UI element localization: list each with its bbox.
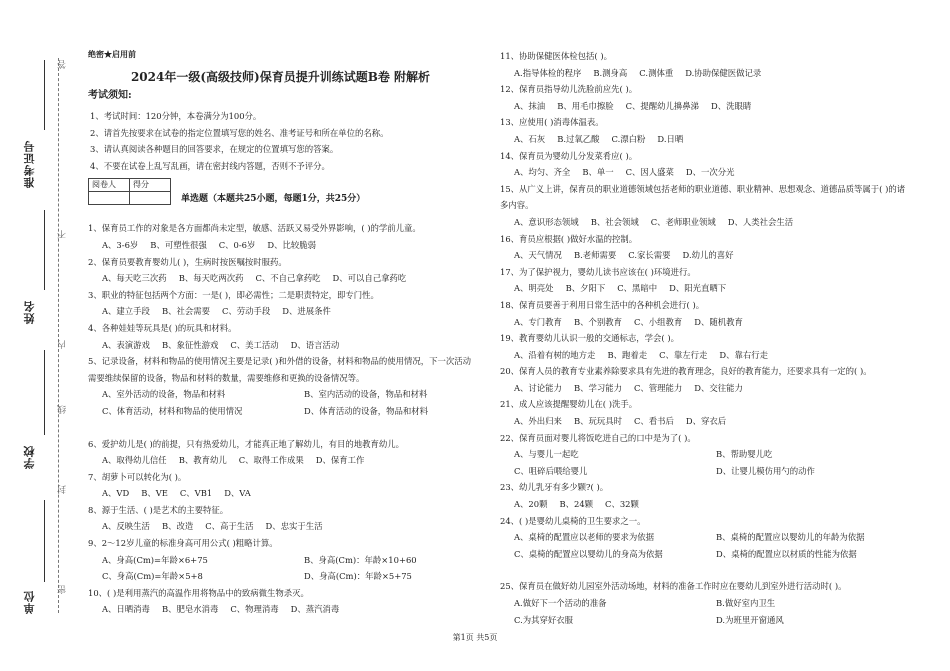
reviewer-blank[interactable] — [89, 192, 130, 205]
option-row — [514, 65, 910, 82]
answer-option[interactable]: A、20颗 — [514, 499, 548, 510]
spacer — [88, 420, 473, 436]
option-row — [514, 314, 910, 331]
answer-option[interactable]: D、让婴儿模仿用勺的动作 — [716, 465, 815, 476]
answer-option[interactable]: D.日晒 — [657, 133, 684, 144]
answer-option[interactable]: B.过氧乙酸 — [557, 133, 600, 144]
option-row — [514, 612, 910, 629]
answer-option[interactable]: C.为其穿好衣服 — [514, 614, 574, 625]
answer-option[interactable]: C、靠左行走 — [659, 349, 708, 360]
option-row — [514, 496, 910, 513]
answer-option[interactable]: A、专门教育 — [514, 316, 562, 327]
question-text: 1、保育员工作的对象是各方面都尚未定型，敏感、活跃又易受外界影响，( )的学前儿童。 — [88, 223, 421, 234]
question-text: 3、职业的特征包括两个方面：一是( )，即必需性；二是职责特定，即专门性。 — [88, 289, 379, 300]
answer-option[interactable]: B、VE — [141, 488, 168, 499]
answer-option[interactable]: D、靠右行走 — [719, 349, 768, 360]
answer-option[interactable]: C、不自己拿药吃 — [255, 273, 321, 284]
question-text: 25、保育员在做好幼儿园室外活动场地，材料的准备工作时应在婴幼儿到室外进行活动时( )。 — [500, 581, 847, 592]
section-title: 单选题（本题共25小题，每题1分，共25分） — [181, 194, 366, 205]
page-footer: 第1页 共5页 — [452, 633, 498, 642]
answer-option[interactable]: D、交往能力 — [694, 382, 743, 393]
question-text: 13、应使用( )消毒体温表。 — [500, 117, 604, 128]
question-text: 9、2～12岁儿童的标准身高可用公式( )粗略计算。 — [88, 538, 278, 549]
answer-option[interactable]: C、老师职业领域 — [650, 216, 716, 227]
option-row — [102, 337, 473, 354]
answer-option[interactable]: C、看书后 — [633, 416, 674, 427]
option-row — [514, 214, 910, 231]
answer-option[interactable]: D.为班里开窗通风 — [716, 614, 784, 625]
exam-title: 2024年一级(高级技师)保育员提升训练试题B卷 附解析 — [130, 70, 431, 84]
answer-option[interactable]: B、单一 — [582, 167, 614, 178]
answer-option[interactable]: B、24颗 — [559, 499, 594, 510]
question-text: 4、各种娃娃等玩具是( )的玩具和材料。 — [88, 322, 237, 333]
answer-option[interactable]: A、讨论能力 — [514, 382, 562, 393]
answer-option[interactable]: D、穿衣后 — [685, 416, 727, 427]
answer-option[interactable]: C、体育活动，材料和物品的使用情况 — [102, 405, 243, 416]
answer-option[interactable]: D、一次分光 — [685, 167, 735, 178]
answer-option[interactable]: C、0-6岁 — [218, 239, 256, 250]
answer-option[interactable]: D、人类社会生活 — [727, 216, 794, 227]
unit-label: 单位 — [23, 590, 36, 614]
option-row — [102, 452, 473, 469]
answer-option[interactable]: B、跑着走 — [607, 349, 648, 360]
option-row — [102, 386, 473, 403]
answer-option[interactable]: A、意识形态领域 — [514, 216, 579, 227]
answer-option[interactable]: A、桌椅的配置应以老师的要求为依据 — [514, 532, 655, 543]
answer-option[interactable]: B、个别教育 — [573, 316, 622, 327]
right-column — [500, 48, 910, 628]
answer-option[interactable]: D、可以自己拿药吃 — [332, 273, 407, 284]
name-label: 姓名 — [23, 300, 36, 324]
option-row — [514, 446, 910, 463]
question-list — [88, 220, 473, 618]
option-row — [514, 164, 910, 181]
answer-option[interactable]: B、可塑性很强 — [150, 239, 207, 250]
answer-option[interactable]: B、每天吃两次药 — [178, 273, 244, 284]
answer-option[interactable]: C、提醒幼儿擤鼻涕 — [625, 100, 700, 111]
seal-char: 答 — [58, 60, 68, 69]
answer-option[interactable]: B、社会领域 — [590, 216, 639, 227]
score-cell: 得分 — [130, 179, 171, 192]
answer-option[interactable]: C、物理消毒 — [230, 604, 279, 615]
question-text: 8、源于生活、( )是艺术的主要特征。 — [88, 504, 229, 515]
answer-option[interactable]: B、身高(Cm)：年龄×10+60 — [304, 554, 417, 565]
answer-option[interactable]: B.做好室内卫生 — [716, 598, 776, 608]
answer-option[interactable]: B、桌椅的配置应以婴幼儿的年龄为依据 — [716, 532, 865, 543]
question-text: 17、为了保护视力，婴幼儿读书应该在( )环境进行。 — [500, 266, 696, 277]
answer-option[interactable]: D、身高(Cm)：年龄×5+75 — [304, 571, 412, 582]
answer-option[interactable]: C.测体重 — [639, 67, 674, 78]
answer-option[interactable]: A、沿着有树的地方走 — [514, 349, 596, 360]
option-row — [102, 403, 473, 420]
answer-option[interactable]: D、阳光直晒下 — [669, 283, 727, 294]
unit-blank — [44, 500, 45, 582]
option-row — [102, 303, 473, 320]
option-row — [514, 131, 910, 148]
exam-number-blank — [44, 60, 45, 130]
answer-option[interactable]: A、石灰 — [514, 133, 546, 144]
question-text: 23、幼儿乳牙有多少颗?( )。 — [500, 482, 609, 493]
answer-option[interactable]: A、明亮处 — [514, 283, 554, 294]
answer-option[interactable]: A、VD — [102, 488, 130, 499]
option-row — [514, 529, 910, 546]
answer-option[interactable]: D、体育活动的设备，物品和材料 — [304, 405, 428, 416]
answer-option[interactable]: C、因人盛菜 — [625, 167, 674, 178]
answer-option[interactable]: B、改造 — [161, 521, 194, 532]
answer-option[interactable]: C、VB1 — [179, 488, 213, 499]
score-blank[interactable] — [130, 192, 171, 205]
reviewer-cell: 阅卷人 — [89, 179, 130, 192]
question-text: 14、保育员为婴幼儿分发菜肴应( )。 — [500, 150, 638, 161]
answer-option[interactable]: B、夕阳下 — [565, 283, 606, 294]
answer-option[interactable]: D、随机教育 — [694, 316, 743, 327]
answer-option[interactable]: B、学习能力 — [573, 382, 622, 393]
seal-char: 封 — [58, 485, 68, 494]
answer-option[interactable]: A、室外活动的设备，物品和材料 — [102, 389, 226, 400]
question-text: 16、育员应根据( )做好水温的控制。 — [500, 233, 638, 244]
answer-option[interactable]: C、身高(Cm)=年龄×5+8 — [102, 571, 203, 582]
answer-option[interactable]: A、身高(Cm)=年龄×6+75 — [102, 554, 208, 565]
question-text: 19、教育婴幼儿认识一般的交通标志，学会( )。 — [500, 333, 679, 344]
answer-option[interactable]: D.协助保健医做记录 — [685, 67, 762, 78]
answer-option[interactable]: C、劳动手段 — [221, 306, 271, 317]
option-row — [102, 552, 473, 569]
option-row — [514, 546, 910, 563]
question-list — [500, 48, 910, 628]
answer-option[interactable]: C、桌椅的配置应以婴幼儿的身高为依据 — [514, 548, 663, 559]
answer-option[interactable]: D、忠实于生活 — [265, 521, 323, 532]
left-column — [88, 48, 473, 618]
answer-option[interactable]: D、比较脆弱 — [267, 239, 316, 250]
option-row — [514, 247, 910, 264]
question-text: 24、( )是婴幼儿桌椅的卫生要求之一。 — [500, 515, 646, 526]
answer-option[interactable]: C.漂白粉 — [611, 133, 646, 144]
answer-option[interactable]: D、保育工作 — [315, 455, 365, 466]
question-text: 15、从广义上讲，保育员的职业道德领域包括老师的职业道德、职业精神、思想观念、道德品质等属于( )的诸多内容。 — [500, 183, 906, 211]
option-row — [514, 347, 910, 364]
question-text: 20、保育人员的教育专业素养除要求具有先进的教育理念，良好的教育能力，还要求具有一定的( )。 — [500, 366, 872, 377]
option-row — [102, 601, 473, 618]
answer-option[interactable]: C、咀碎后喂给婴儿 — [514, 465, 588, 476]
option-row — [102, 270, 473, 287]
name-blank — [44, 210, 45, 290]
answer-option[interactable]: C、管理能力 — [633, 382, 683, 393]
exam-number-label: 准考证号 — [23, 140, 36, 188]
question-text: 12、保育员指导幼儿洗脸前应先( )。 — [500, 84, 638, 95]
answer-option[interactable]: B、帮助婴儿吃 — [716, 449, 773, 460]
option-row — [102, 485, 473, 502]
answer-option[interactable]: C、32颗 — [605, 499, 639, 510]
notice-item: 3、请认真阅读各种题目的回答要求，在规定的位置填写您的答案。 — [90, 144, 339, 155]
answer-option[interactable]: A、每天吃三次药 — [102, 273, 167, 284]
option-row — [102, 518, 473, 535]
answer-option[interactable]: A、均匀、齐全 — [514, 167, 571, 178]
binding-margin — [0, 0, 72, 671]
school-label: 学校 — [23, 445, 36, 469]
score-box — [88, 178, 473, 206]
seal-char: 线 — [58, 405, 68, 414]
answer-option[interactable]: A、建立手段 — [102, 306, 150, 317]
option-row — [514, 463, 910, 480]
answer-option[interactable]: B、用毛巾擦脸 — [557, 100, 614, 111]
option-row — [514, 380, 910, 397]
answer-option[interactable]: D、VA — [224, 488, 251, 499]
option-row — [514, 413, 910, 430]
notice-heading: 考试须知: — [88, 90, 132, 101]
notice-item: 4、不要在试卷上乱写乱画，请在密封线内答题，否则不予评分。 — [90, 160, 330, 171]
answer-option[interactable]: B、象征性游戏 — [161, 339, 219, 350]
question-text: 6、爱护幼儿是( )的前提，只有热爱幼儿，才能真正地了解幼儿，有目的地教育幼儿。 — [88, 438, 405, 449]
answer-option[interactable]: A、表演游戏 — [102, 339, 150, 350]
answer-option[interactable]: B、室内活动的设备，物品和材料 — [304, 389, 428, 400]
question-text: 7、胡萝卜可以转化为( )。 — [88, 471, 187, 482]
answer-option[interactable]: C、取得工作成果 — [238, 455, 304, 466]
answer-option[interactable]: D.幼儿的喜好 — [682, 250, 734, 261]
answer-option[interactable]: C.家长需要 — [628, 250, 671, 261]
seal-char: 不 — [58, 230, 68, 239]
question-text: 11、协助保健医体检包括( )。 — [500, 51, 612, 61]
answer-option[interactable]: A、天气情况 — [514, 250, 562, 261]
option-row — [102, 568, 473, 585]
question-text: 2、保育员要教育婴幼儿( )，生病时按医嘱按时服药。 — [88, 256, 287, 267]
answer-option[interactable]: B.测身高 — [593, 67, 628, 78]
option-row — [514, 98, 910, 115]
question-text: 10、( )是利用蒸汽的高温作用将物品中的致病微生物杀灭。 — [88, 587, 309, 598]
answer-option[interactable]: C、美工活动 — [230, 339, 279, 350]
seal-char: 密 — [58, 585, 68, 594]
answer-option[interactable]: A、3-6岁 — [102, 239, 139, 250]
question-text: 22、保育员面对婴儿将饭吃进自己的口中是为了( )。 — [500, 432, 696, 443]
question-text: 21、成人应该提醒婴幼儿在( )洗手。 — [500, 399, 638, 410]
seal-line — [58, 58, 59, 613]
answer-option[interactable]: A、取得幼儿信任 — [102, 455, 167, 466]
answer-option[interactable]: B、社会需要 — [161, 306, 210, 317]
notice-item: 1、考试时间：120分钟，本卷满分为100分。 — [90, 111, 262, 121]
answer-option[interactable]: A、抹油 — [514, 100, 546, 111]
answer-option[interactable]: D、语言活动 — [290, 339, 340, 350]
spacer — [500, 562, 910, 578]
answer-option[interactable]: D、洗眼睛 — [711, 100, 752, 111]
answer-option[interactable]: C、黑暗中 — [617, 283, 658, 294]
answer-option[interactable]: D、进展条件 — [282, 306, 331, 317]
question-text: 5、记录设备，材料和物品的使用情况主要是记录( )和外借的设备，材料和物品的使用情况，下一次活动需要维续保留的设备，物品和材料的数量，需要维修和更换的设备情况等。 — [88, 356, 472, 383]
answer-option[interactable]: A、与婴儿一起吃 — [514, 449, 579, 460]
school-blank — [44, 350, 45, 435]
option-row — [514, 280, 910, 297]
answer-option[interactable]: B、肥皂水消毒 — [161, 604, 219, 615]
secret-mark: 绝密★启用前 — [88, 49, 136, 59]
option-row — [102, 237, 473, 254]
answer-option[interactable]: D、桌椅的配置应以材质的性能为依据 — [716, 548, 857, 559]
answer-option[interactable]: C、高于生活 — [205, 521, 254, 532]
answer-option[interactable]: A、反映生活 — [102, 521, 150, 532]
answer-option[interactable]: B.老师需要 — [573, 250, 617, 261]
answer-option[interactable]: D、蒸汽消毒 — [290, 604, 340, 615]
notice-item: 2、请首先按要求在试卷的指定位置填写您的姓名、准考证号和所在单位的名称。 — [90, 127, 389, 138]
question-text: 18、保育员要善于利用日常生活中的各种机会进行( )。 — [500, 299, 705, 310]
answer-option[interactable]: A、日晒消毒 — [102, 604, 150, 615]
answer-option[interactable]: A.指导体检的程序 — [514, 67, 582, 78]
answer-option[interactable]: B、教育幼儿 — [178, 455, 227, 466]
answer-option[interactable]: B、玩玩具时 — [573, 416, 622, 427]
seal-char: 内 — [58, 340, 68, 349]
option-row — [514, 595, 910, 612]
answer-option[interactable]: C、小组教育 — [633, 316, 683, 327]
answer-option[interactable]: A、外出归来 — [514, 416, 562, 427]
answer-option[interactable]: A.做好下一个活动的准备 — [514, 598, 607, 608]
